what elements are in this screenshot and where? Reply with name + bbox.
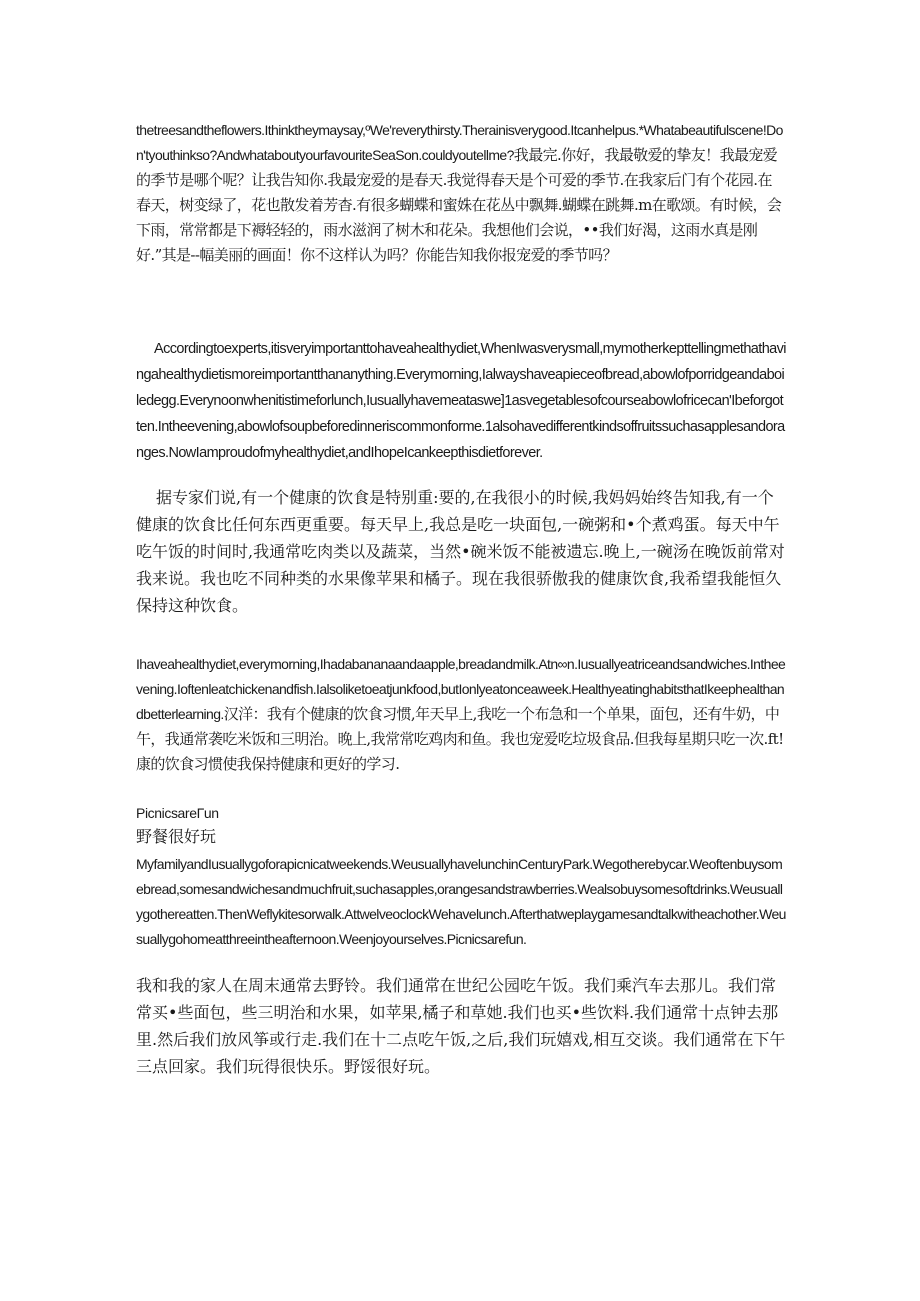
picnic-title-english: PicnicsareΓun	[136, 805, 219, 821]
picnic-english: MyfamilyandIusuallygoforapicnicatweekends.WeusuallyhavelunchinCenturyPark.Wegotherebycar.Weoftenbuysomebread,somesandwichesandmuchfruit,suchasapples,orangesandstrawberries.Wealsobuysomesoftdrinks.Weusuallygothereatten.ThenWeflykitesorwalk.AttwelveoclockWehavelunch.Afterthatweplaygamesandtalkwitheachother.Weusuallygohomeatthreeintheafternoon.Weenjoyourselves.Picnicsarefun.	[136, 856, 786, 947]
season-english-text: thetreesandtheflowers.Ithinktheymaysay,ºWe'reverythirsty.Therainisverygood.Itcanhelpus.*Whatabeautifulscene!Don'tyouthinkso?AndwhataboutyourfavouriteSeaSon.couldyoutellme?	[136, 122, 783, 163]
season-essay-english	[136, 118, 786, 268]
picnic-chinese: 我和我的家人在周末通常去野铃。我们通常在世纪公园吃午饭。我们乘汽车去那儿。我们常常买•些面包，些三明治和水果，如苹果,橘子和草她.我们也买•些饮料.我们通常十点钟去那里.然后我们放风筝或行走.我们在十二点吃午饭,之后,我们玩嬉戏,相互交谈。我们通常在下午三点回家。我们玩得很快乐。野馁很好玩。	[136, 976, 786, 1076]
eating-habits-essay	[136, 652, 786, 777]
eating-habits-english: Ihaveahealthydiet,everymorning,Ihadabananaandaapple,breadandmilk.Atn∞n.Iusuallyeatriceandsandwiches.Intheevening.Ioftenleatchickenandfish.Ialsoliketoeatjunkfood,butIonlyeatonceaweek.HealthyeatinghabitsthatIkeephealthandbetterlearning.	[136, 656, 786, 722]
season-chinese-text: 我最完.你好，我最敬爱的挚友！我最宠爱的季节是哪个呢？让我告知你.我最宠爱的是春天.我觉得春天是个可爱的季节.在我家后门有个花园.在春天，树变绿了，花也散发着芳杳.有很多蝴蝶和蜜姝在花丛中飘舞.蝴蝶在跳舞.m在歌颂。有时候，会下雨，常常都是下褥轻轻的，雨水滋润了树木和花朵。我想他们会说，••我们好渴，这雨水真是刚好.”其是--幅美丽的画面！你不这样认为吗？你能告知我你报宠爱的季节吗？	[136, 146, 782, 264]
healthy-diet-chinese: 据专家们说,有一个健康的饮食是特别重:要的,在我很小的时候,我妈妈始终告知我,有一个健康的饮食比任何东西更重要。每天早上,我总是吃一块面包,一碗粥和•个煮鸡蛋。每天中午吃午饭的时间时,我通常吃肉类以及蔬菜，当然•碗米饭不能被遗忘.晚上,一碗汤在晚饭前常对我来说。我也吃不同种类的水果像苹果和橘子。现在我很骄傲我的健康饮食,我希望我能恒久保持这种饮食。	[136, 488, 785, 615]
healthy-diet-english: Accordingtoexperts,itisveryimportanttohaveahealthydiet,WhenIwasverysmall,mymotherkepttellingmethathavingahealthydietismoreimportantthananything.Everymorning,Ialwayshaveapieceofbread,abowlofporridgeandaboiledegg.Everynoonwhenitistimeforlunch,Iusuallyhavemeataswe]1asvegetablesofcourseabowlofricecan'Ibeforgotten.Intheevening,abowlofsoupbeforedinneriscommonforme.1alsohavedifferentkindsoffruitssuchasapplesandoranges.NowIamproudofmyhealthydiet,andIhopeIcankeepthisdietforever.	[136, 341, 786, 461]
picnic-title-chinese: 野餐很好玩	[136, 827, 217, 846]
eating-habits-chinese: 汉洋：我有个健康的饮食习惯,年天早上,我吃一个布急和一个单果，面包，还有牛奶，中午，我通常袭吃米饭和三明治。晚上,我常常吃鸡肉和鱼。我也宠爱吃垃圾食品.但我每星期只吃一次.ft!康的饮食习惯使我保持健康和更好的学习.	[136, 705, 784, 773]
